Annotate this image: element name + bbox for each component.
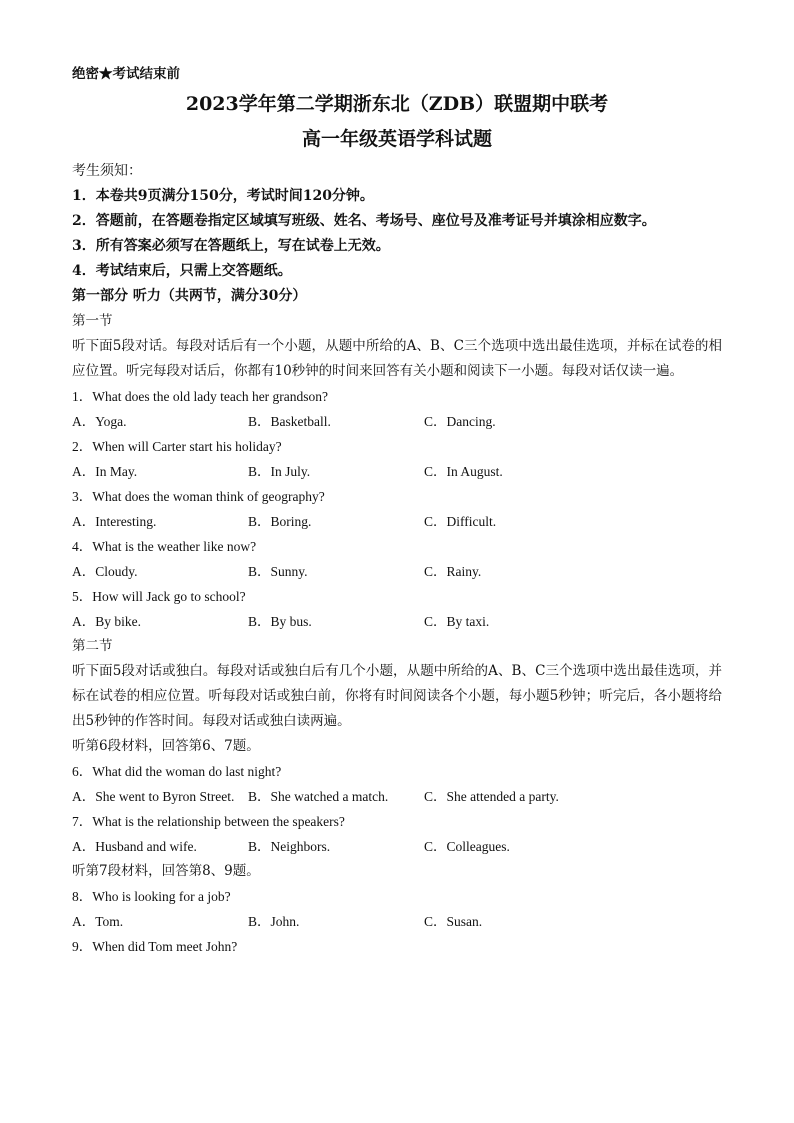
question-text: 5．How will Jack go to school? <box>72 589 246 604</box>
option-c: C．By taxi. <box>424 614 490 629</box>
question-text: 3．What does the woman think of geography? <box>72 489 325 504</box>
section-title: 第二节 <box>72 638 113 654</box>
option-a: A．She went to Byron Street. <box>72 789 235 804</box>
option-a: A．Cloudy. <box>72 564 138 579</box>
option-b: B．Neighbors. <box>248 839 331 854</box>
question-text: 1．What does the old lady teach her grandson? <box>72 389 329 404</box>
notice-item: 1．本卷共9页满分150分，考试时间120分钟。 <box>72 188 374 204</box>
exam-page <box>72 62 722 959</box>
option-a: A．In May. <box>72 464 138 479</box>
option-c: C．Dancing. <box>424 414 496 429</box>
question-block <box>72 384 722 434</box>
option-c: C．Colleagues. <box>424 839 510 854</box>
question-block <box>72 534 722 584</box>
option-a: A．Interesting. <box>72 514 157 529</box>
option-c: C．Rainy. <box>424 564 482 579</box>
option-b: B．By bus. <box>248 614 312 629</box>
option-b: B．In July. <box>248 464 311 479</box>
question-block <box>72 759 722 809</box>
options-row <box>72 559 722 584</box>
options-row <box>72 459 722 484</box>
option-a: A．Tom. <box>72 914 124 929</box>
question-text: 2．When will Carter start his holiday? <box>72 439 282 454</box>
notice-item: 3．所有答案必须写在答题纸上，写在试卷上无效。 <box>72 238 390 254</box>
question-text: 7．What is the relationship between the speakers? <box>72 814 345 829</box>
section-title: 第一节 <box>72 313 113 329</box>
question-block <box>72 584 722 634</box>
part-title: 第一部分 听力（共两节，满分30分） <box>72 288 307 304</box>
option-b: B．Basketball. <box>248 414 331 429</box>
confidential-label: 绝密★考试结束前 <box>72 66 180 82</box>
question-block <box>72 434 722 484</box>
option-c: C．She attended a party. <box>424 789 559 804</box>
option-b: B．John. <box>248 914 300 929</box>
option-b: B．Sunny. <box>248 564 308 579</box>
question-text: 9．When did Tom meet John? <box>72 939 238 954</box>
option-a: A．Husband and wife. <box>72 839 197 854</box>
question-block <box>72 934 722 959</box>
option-c: C．Difficult. <box>424 514 497 529</box>
notice-item: 2．答题前，在答题卷指定区域填写班级、姓名、考场号、座位号及准考证号并填涂相应数字。 <box>72 213 656 229</box>
options-row <box>72 409 722 434</box>
question-text: 8．Who is looking for a job? <box>72 889 231 904</box>
material-group-label: 听第7段材料，回答第8、9题。 <box>72 863 260 879</box>
notice-item: 4．考试结束后，只需上交答题纸。 <box>72 263 292 279</box>
option-a: A．By bike. <box>72 614 141 629</box>
options-row <box>72 609 722 634</box>
notice-heading: 考生须知： <box>72 163 142 179</box>
exam-notice <box>72 159 722 284</box>
question-block <box>72 484 722 534</box>
section-instructions: 听下面5段对话。每段对话后有一个小题，从题中所给的A、B、C三个选项中选出最佳选项，并标在试卷的相应位置。听完每段对话后，你都有10秒钟的时间来回答有关小题和阅读下一小题。每段对话仅读一遍。 <box>72 338 722 379</box>
question-text: 4．What is the weather like now? <box>72 539 257 554</box>
option-a: A．Yoga. <box>72 414 127 429</box>
options-row <box>72 784 722 809</box>
options-row <box>72 834 722 859</box>
question-block <box>72 884 722 934</box>
question-text: 6．What did the woman do last night? <box>72 764 282 779</box>
material-group-label: 听第6段材料，回答第6、7题。 <box>72 738 260 754</box>
option-c: C．Susan. <box>424 914 483 929</box>
options-row <box>72 909 722 934</box>
option-c: C．In August. <box>424 464 503 479</box>
exam-subtitle: 高一年级英语学科试题 <box>301 128 492 150</box>
question-block <box>72 809 722 859</box>
exam-title: 2023学年第二学期浙东北（ZDB）联盟期中联考 <box>185 93 609 115</box>
option-b: B．Boring. <box>248 514 312 529</box>
options-row <box>72 509 722 534</box>
option-b: B．She watched a match. <box>248 789 389 804</box>
section-instructions: 听下面5段对话或独白。每段对话或独白后有几个小题，从题中所给的A、B、C三个选项中选出最佳选项，并标在试卷的相应位置。听每段对话或独白前，你将有时间阅读各个小题，每小题5秒钟；听完后，各小题将给出5秒钟的作答时间。每段对话或独白读两遍。 <box>72 663 722 729</box>
